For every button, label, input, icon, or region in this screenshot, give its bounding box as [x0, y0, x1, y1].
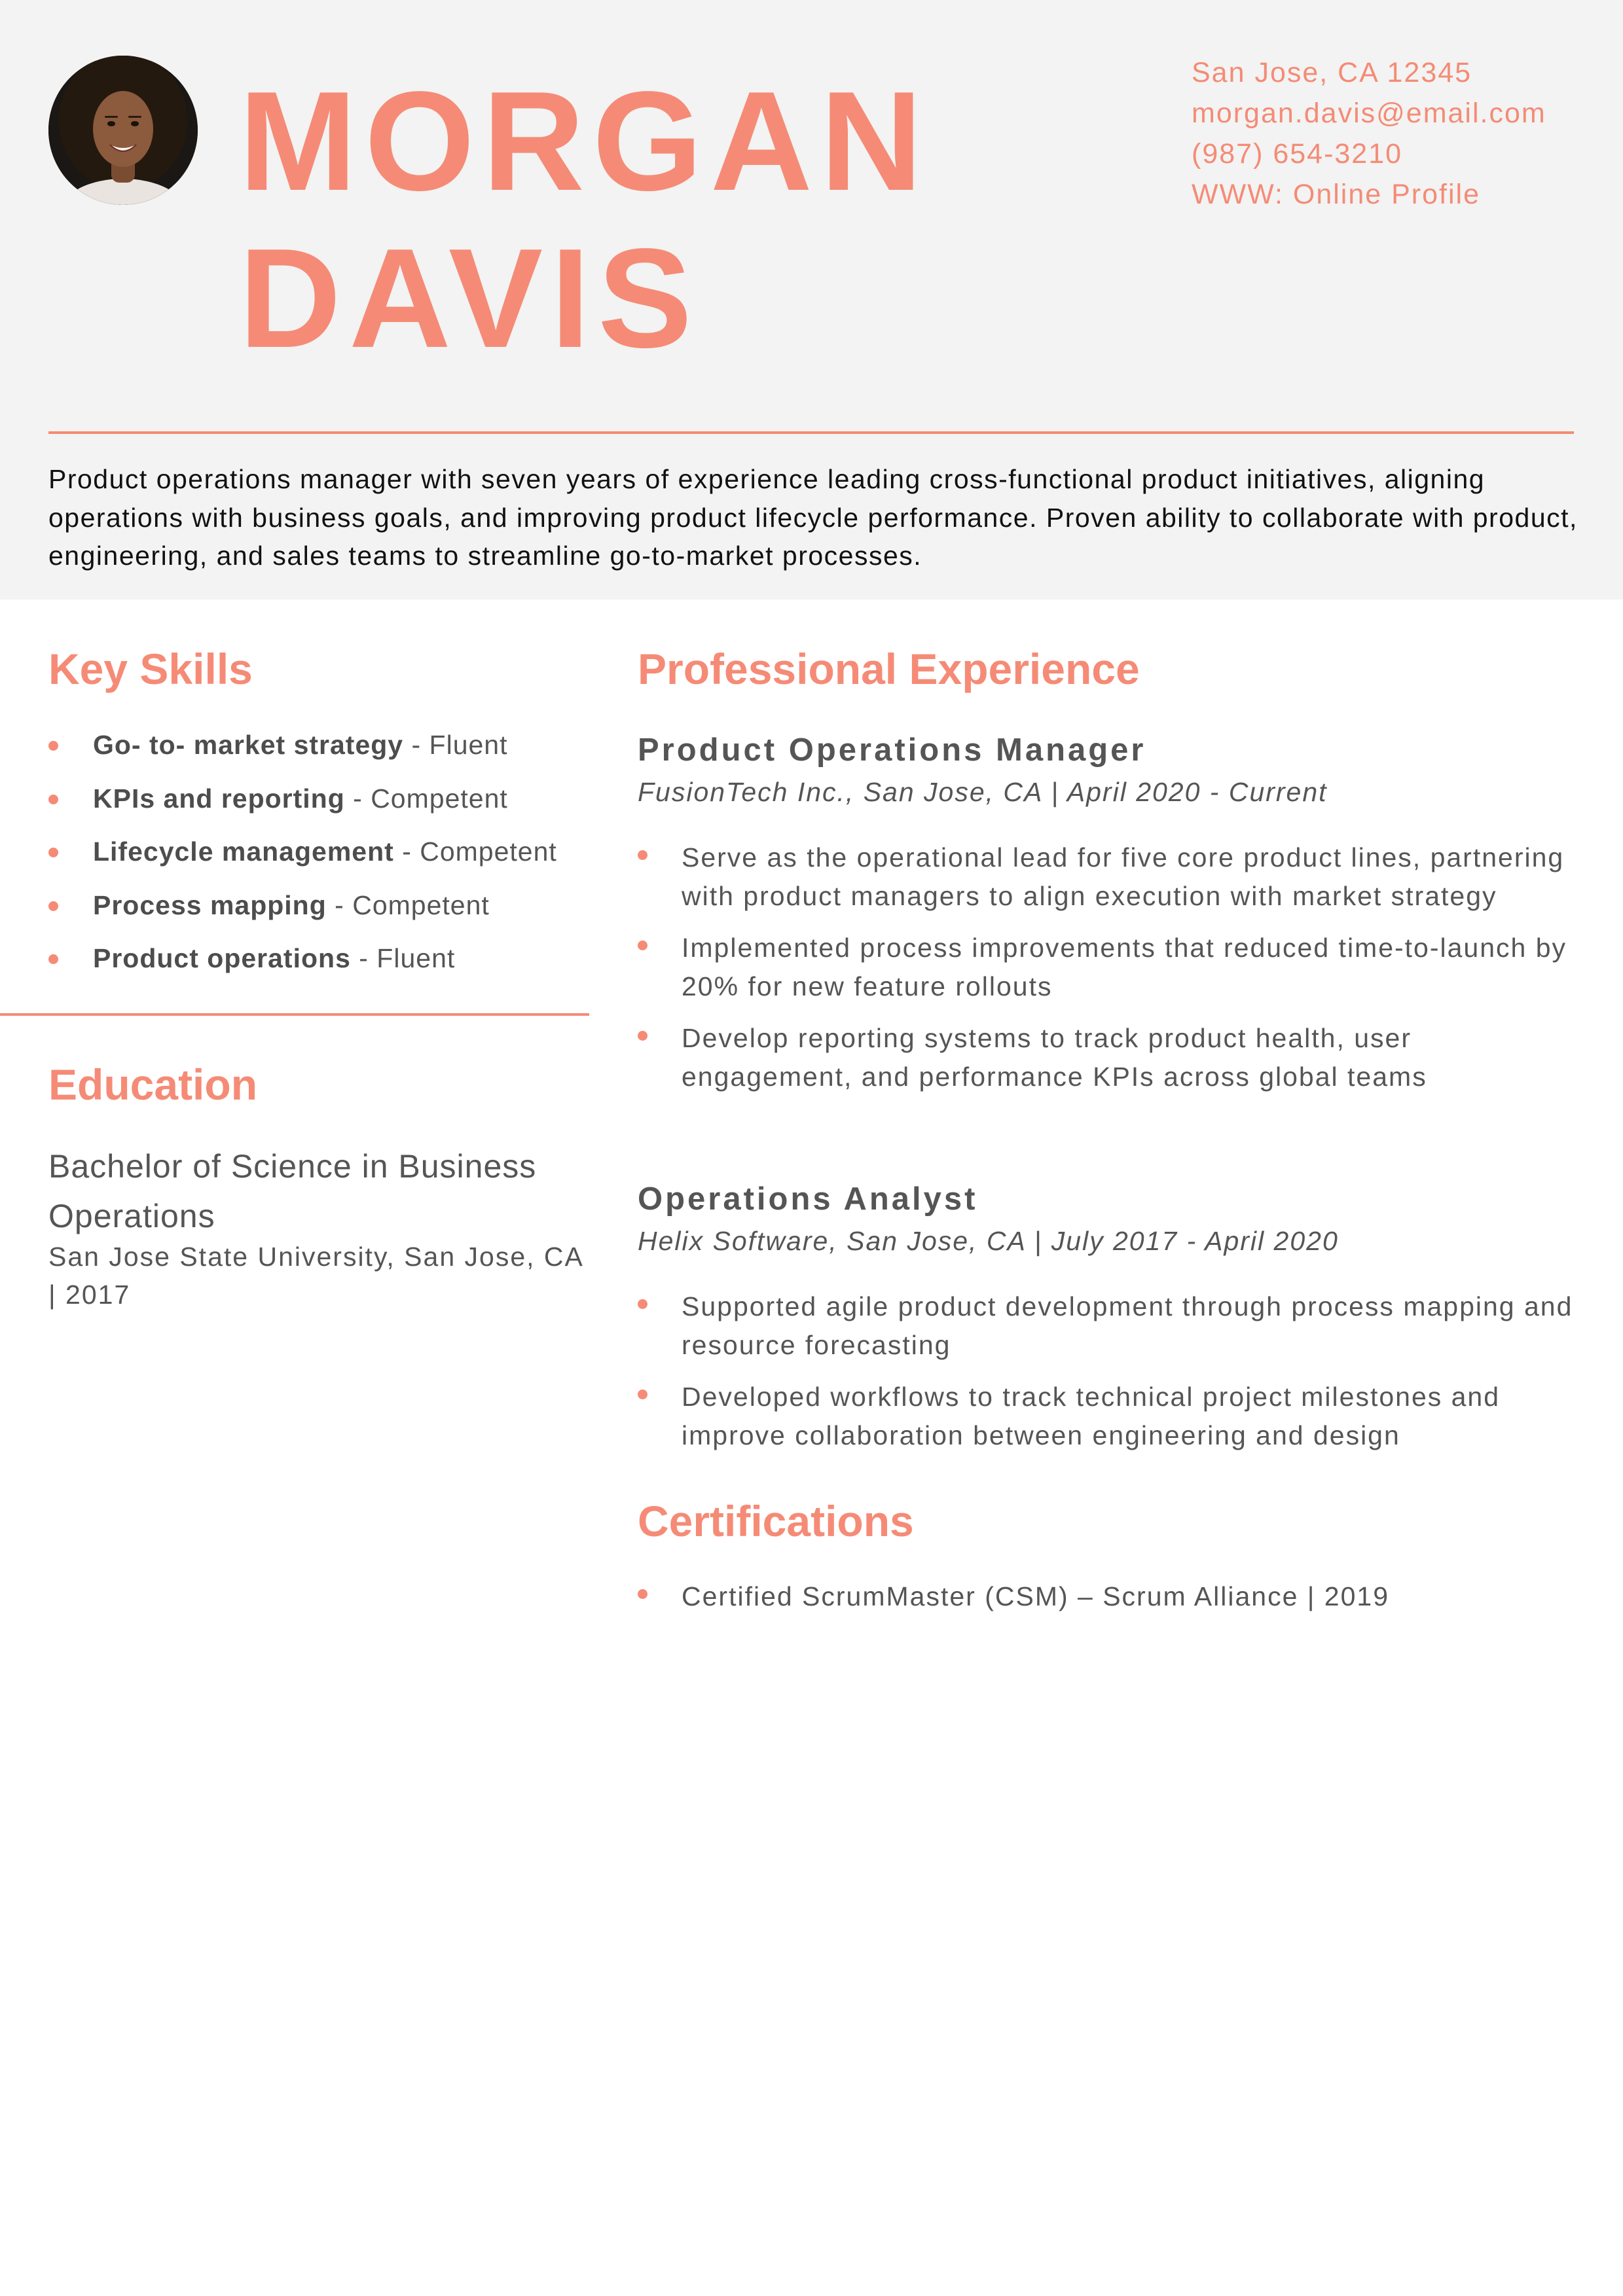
skill-level: - Competent [393, 836, 557, 867]
job-bullet: Implemented process improvements that reduced time-to-launch by 20% for new feature rollouts [638, 929, 1580, 1005]
skills-list [48, 719, 611, 986]
skill-item [48, 772, 611, 826]
skill-item [48, 932, 611, 986]
left-column-divider [0, 1013, 589, 1016]
skill-name: Process mapping [93, 889, 327, 920]
contact-info [1192, 52, 1611, 215]
job-bullet: Develop reporting systems to track product health, user engagement, and performance KPIs across global teams [638, 1019, 1580, 1096]
header-band [0, 0, 1623, 600]
contact-website[interactable]: WWW: Online Profile [1192, 179, 1480, 210]
profile-photo [48, 56, 198, 205]
job-bullet: Serve as the operational lead for five core product lines, partnering with product managers to align execution with market strategy [638, 838, 1580, 915]
job-bullet: Supported agile product development through process mapping and resource forecasting [638, 1287, 1580, 1364]
contact-email[interactable]: morgan.davis@email.com [1192, 98, 1546, 129]
full-name [239, 62, 1103, 376]
contact-phone[interactable]: (987) 654-3210 [1192, 138, 1403, 170]
skill-level: - Fluent [403, 730, 508, 760]
certification-item: Certified ScrumMaster (CSM) – Scrum Alliance | 2019 [638, 1577, 1580, 1616]
profile-summary: Product operations manager with seven years of experience leading cross-functional product initiatives, aligning operations with business goals, and improving product lifecycle performance. Proven ability to collaborate with product, engineering, and sales teams to streamline go-to-market processes. [48, 464, 1578, 571]
degree-title: Bachelor of Science in Business Operations [48, 1148, 537, 1234]
skill-name: Lifecycle management [93, 836, 394, 867]
job-bullets [638, 838, 1580, 1109]
certifications-list [638, 1577, 1580, 1630]
skill-level: - Competent [326, 889, 490, 920]
skill-item [48, 879, 611, 933]
skill-item [48, 719, 611, 772]
school-details: San Jose State University, San Jose, CA | 2017 [48, 1242, 583, 1310]
job-title: Product Operations Manager [638, 732, 1146, 768]
job-bullet: Developed workflows to track technical project milestones and improve collaboration between engineering and design [638, 1378, 1580, 1454]
skills-heading: Key Skills [48, 645, 253, 693]
job-company-dates: FusionTech Inc., San Jose, CA | April 2020 - Current [638, 777, 1328, 807]
skill-item [48, 825, 611, 879]
experience-heading: Professional Experience [638, 645, 1140, 693]
job-title: Operations Analyst [638, 1181, 978, 1217]
skill-name: KPIs and reporting [93, 783, 345, 814]
job-bullets [638, 1287, 1580, 1468]
skill-name: Go- to- market strategy [93, 730, 404, 760]
skill-name: Product operations [93, 943, 351, 973]
skill-level: - Fluent [350, 943, 456, 973]
job-company-dates: Helix Software, San Jose, CA | July 2017 - April 2020 [638, 1226, 1339, 1256]
profile-photo-image [48, 56, 198, 205]
first-name: MORGAN [239, 62, 930, 220]
skill-level: - Competent [344, 783, 508, 814]
certifications-heading: Certifications [638, 1497, 914, 1545]
contact-location: San Jose, CA 12345 [1192, 57, 1472, 88]
education-heading: Education [48, 1060, 258, 1109]
last-name: DAVIS [239, 219, 701, 377]
header-divider [48, 431, 1574, 434]
